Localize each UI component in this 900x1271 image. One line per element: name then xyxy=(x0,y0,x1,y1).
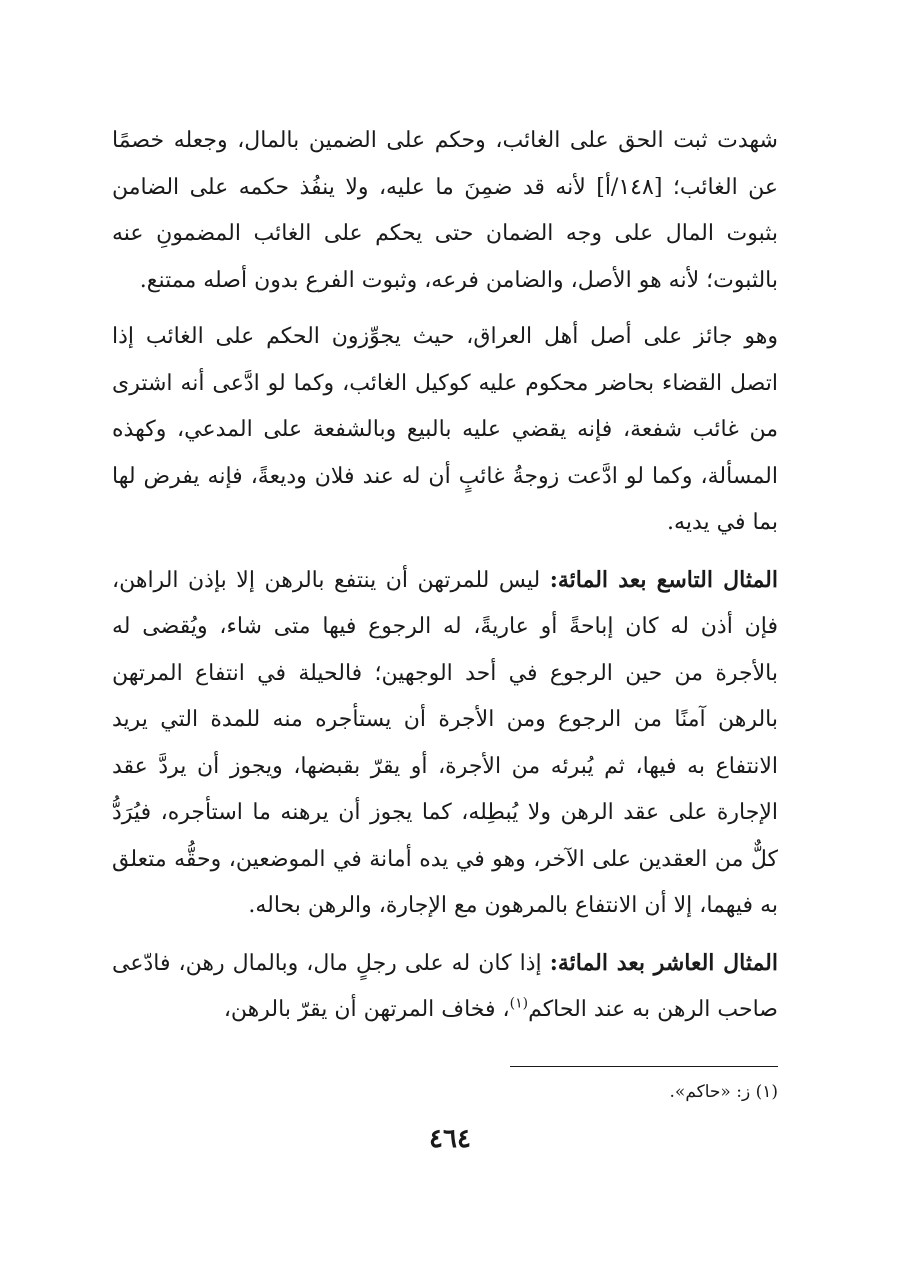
example-heading: المثال التاسع بعد المائة: xyxy=(549,566,778,593)
example-heading: المثال العاشر بعد المائة: xyxy=(549,949,779,976)
footnote: (١) ز: «حاكم». xyxy=(669,1082,778,1102)
paragraph-text: إذا كان له على رجلٍ مال، وبالمال رهن، فادّعى صاحب الرهن به عند الحاكم xyxy=(112,950,778,1022)
paragraph-2 xyxy=(112,314,778,547)
paragraph-text-continued: ، فخاف المرتهن أن يقرّ بالرهن، xyxy=(223,997,510,1022)
paragraph-1 xyxy=(112,118,778,304)
footnote-reference[interactable]: (١) xyxy=(509,995,529,1012)
main-text xyxy=(112,118,778,1034)
paragraph-text: ليس للمرتهن أن ينتفع بالرهن إلا بإذن الراهن، فإن أذن له كان إباحةً أو عاريةً، له الرجوع فيها متى شاء، ويُقضى له بالأجرة من حين الرجوع في أحد الوجهين؛ فالحيلة في انتفاع المرتهن بالرهن آمنًا من الرجوع ومن الأجرة أن يستأجره منه للمدة التي يريد الانتفاع به فيها، ثم يُبرئه من الأجرة، أو يقرّ بقبضها، ويجوز أن يردَّ عقد الإجارة على عقد الرهن ولا يُبطِله، كما يجوز أن يرهنه ما استأجره، فيُرَدُّ كلٌّ من العقدين على الآخر، وهو في يده أمانة في الموضعين، وحقُّه متعلق به فيهما، إلا أن الانتفاع بالمرهون مع الإجارة، والرهن بحاله. xyxy=(112,567,778,918)
page-number: ٤٦٤ xyxy=(429,1124,471,1154)
paragraph-4 xyxy=(112,940,778,1034)
paragraph-text: شهدت ثبت الحق على الغائب، وحكم على الضمين بالمال، وجعله خصمًا عن الغائب؛ [١٤٨/أ] لأنه قد ضمِنَ ما عليه، ولا ينفُذ حكمه على الضامن بثبوت المال على وجه الضمان حتى يحكم على الغائب المضمونِ عنه بالثبوت؛ لأنه هو الأصل، والضامن فرعه، وثبوت الفرع بدون أصله ممتنع. xyxy=(112,128,778,293)
paragraph-text: وهو جائز على أصل أهل العراق، حيث يجوِّزون الحكم على الغائب إذا اتصل القضاء بحاضر محكوم عليه كوكيل الغائب، وكما لو ادَّعى أنه اشترى من غائب شفعة، فإنه يقضي عليه بالبيع وبالشفعة على المدعي، وكهذه المسألة، وكما لو ادَّعت زوجةُ غائبٍ أن له عند فلان وديعةً، فإنه يفرض لها بما في يديه. xyxy=(112,324,778,535)
paragraph-3 xyxy=(112,557,778,930)
footnote-divider xyxy=(510,1066,778,1067)
